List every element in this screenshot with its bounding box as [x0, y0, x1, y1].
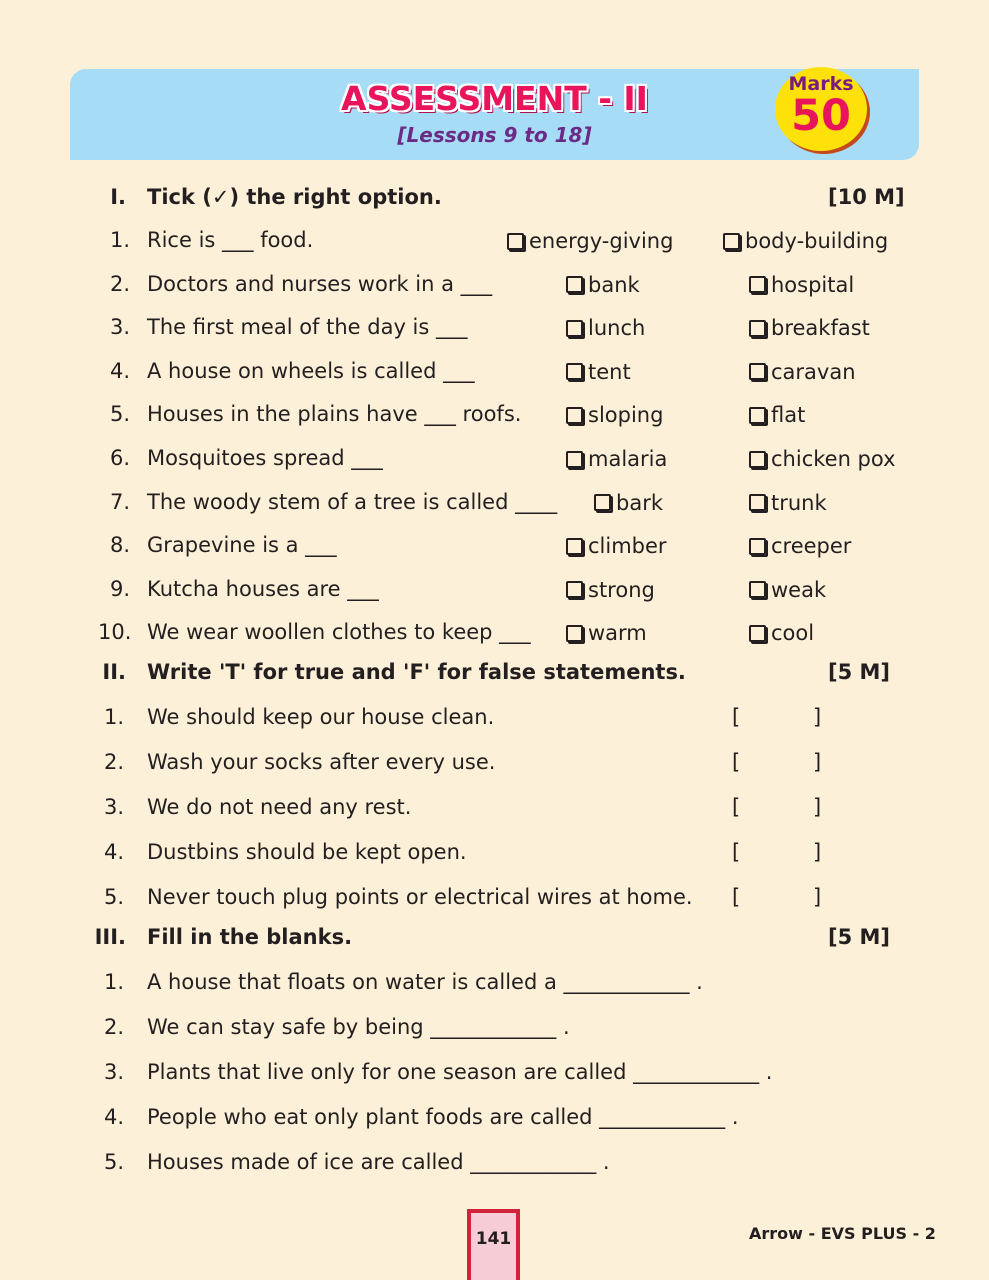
option-a[interactable] [566, 273, 640, 297]
option-label: malaria [588, 447, 668, 471]
statement-text: We do not need any rest. [147, 795, 412, 819]
page-number: 141 [475, 1229, 512, 1249]
checkbox-icon[interactable] [566, 625, 583, 642]
answer-bracket-close: ] [813, 705, 822, 729]
question-number: 4. [109, 358, 130, 383]
checkbox-icon[interactable] [749, 451, 766, 468]
option-b[interactable] [749, 534, 851, 558]
answer-bracket-open[interactable]: [ [732, 705, 741, 729]
checkbox-icon[interactable] [566, 538, 583, 555]
option-a[interactable] [594, 491, 663, 515]
option-a[interactable] [566, 578, 655, 602]
question-number: 3. [109, 315, 130, 340]
option-label: breakfast [771, 316, 870, 341]
checkbox-icon[interactable] [749, 494, 766, 511]
question-number: 4. [103, 840, 124, 864]
question-number: 2. [109, 271, 130, 296]
question-text: The first meal of the day is ___ [147, 315, 468, 340]
statement-text: Wash your socks after every use. [147, 750, 496, 774]
question-number: 5. [103, 885, 124, 909]
section-1-heading: Tick (✓) the right option. [147, 185, 442, 209]
question-text: We wear woollen clothes to keep ___ [147, 620, 531, 645]
section-3-number: III. [94, 925, 126, 949]
question-text: A house on wheels is called ___ [147, 358, 475, 383]
question-number: 3. [103, 1060, 124, 1084]
blank-question-text[interactable]: We can stay safe by being ____________ . [147, 1015, 570, 1039]
checkbox-icon[interactable] [749, 363, 766, 380]
question-number: 1. [103, 705, 124, 729]
statement-text: Never touch plug points or electrical wires at home. [147, 885, 693, 909]
question-number: 6. [109, 446, 130, 470]
option-b[interactable] [749, 360, 856, 384]
statement-text: We should keep our house clean. [147, 705, 495, 729]
answer-bracket-close: ] [813, 885, 822, 909]
answer-bracket-close: ] [813, 795, 822, 819]
option-label: climber [588, 534, 667, 559]
section-3-marks: [5 M] [828, 925, 891, 949]
question-number: 5. [109, 402, 130, 427]
option-label: creeper [771, 534, 852, 559]
question-text: Kutcha houses are ___ [147, 576, 379, 601]
blank-question-text[interactable]: Plants that live only for one season are called ____________ . [147, 1060, 773, 1084]
checkbox-icon[interactable] [566, 407, 583, 424]
checkbox-icon[interactable] [566, 363, 583, 380]
option-label: chicken pox [771, 447, 896, 471]
option-b[interactable] [749, 491, 827, 515]
option-label: weak [771, 577, 827, 602]
option-a[interactable] [566, 316, 645, 340]
option-label: tent [588, 359, 631, 384]
marks-label: Marks [788, 73, 854, 95]
answer-bracket-open[interactable]: [ [732, 795, 741, 819]
option-label: strong [588, 577, 655, 602]
option-label: bank [588, 272, 640, 297]
question-text: Rice is ___ food. [147, 228, 314, 252]
checkbox-icon[interactable] [749, 625, 766, 642]
option-b[interactable] [749, 403, 805, 427]
question-text: The woody stem of a tree is called ____ [147, 489, 558, 514]
option-a[interactable] [566, 403, 663, 427]
question-text: Grapevine is a ___ [147, 533, 337, 558]
section-2-marks: [5 M] [828, 660, 891, 684]
section-1-marks: [10 M] [828, 185, 905, 209]
question-number: 8. [109, 533, 130, 558]
question-number: 3. [103, 795, 124, 819]
question-number: 4. [103, 1105, 124, 1129]
checkbox-icon[interactable] [749, 320, 766, 337]
option-a[interactable] [566, 621, 647, 645]
option-label: lunch [588, 316, 646, 341]
checkbox-icon[interactable] [566, 320, 583, 337]
page-number-box [467, 1209, 520, 1280]
question-text: Mosquitoes spread ___ [147, 446, 383, 470]
answer-bracket-open[interactable]: [ [732, 885, 741, 909]
question-number: 2. [103, 750, 124, 774]
section-2-number: II. [102, 660, 126, 684]
option-b[interactable] [749, 273, 854, 297]
answer-bracket-close: ] [813, 750, 822, 774]
option-label: sloping [588, 403, 664, 428]
checkbox-icon[interactable] [749, 538, 766, 555]
book-title: Arrow - EVS PLUS - 2 [749, 1224, 936, 1243]
option-label: bark [616, 490, 663, 515]
checkbox-icon[interactable] [749, 581, 766, 598]
question-text: Houses in the plains have ___ roofs. [147, 402, 522, 427]
page-title: ASSESSMENT - II [341, 79, 648, 118]
checkbox-icon[interactable] [749, 276, 766, 293]
blank-question-text[interactable]: Houses made of ice are called ____________ . [147, 1150, 610, 1174]
statement-text: Dustbins should be kept open. [147, 840, 467, 864]
checkbox-icon[interactable] [566, 581, 583, 598]
question-number: 10. [98, 620, 132, 645]
question-number: 1. [109, 228, 130, 252]
option-a[interactable] [566, 534, 667, 558]
checkbox-icon[interactable] [507, 233, 524, 250]
option-b[interactable] [723, 229, 888, 253]
option-label: cool [771, 621, 815, 646]
page-subtitle: [Lessons 9 to 18] [397, 123, 592, 147]
question-number: 1. [103, 970, 124, 994]
option-b[interactable] [749, 316, 870, 340]
question-number: 7. [109, 489, 130, 514]
option-a[interactable] [566, 447, 667, 471]
blank-question-text[interactable]: A house that floats on water is called a ____________ . [147, 970, 703, 994]
option-label: trunk [771, 490, 827, 515]
section-2-heading: Write 'T' for true and 'F' for false statements. [147, 660, 686, 684]
option-label: caravan [771, 359, 856, 384]
option-a[interactable] [507, 229, 673, 253]
section-1-number: I. [110, 185, 126, 209]
answer-bracket-open[interactable]: [ [732, 750, 741, 774]
blank-question-text[interactable]: People who eat only plant foods are called ____________ . [147, 1105, 739, 1129]
option-b[interactable] [749, 447, 896, 471]
answer-bracket-open[interactable]: [ [732, 840, 741, 864]
marks-badge [775, 67, 867, 151]
checkbox-icon[interactable] [594, 494, 611, 511]
checkbox-icon[interactable] [723, 233, 740, 250]
checkbox-icon[interactable] [749, 407, 766, 424]
answer-bracket-close: ] [813, 840, 822, 864]
question-number: 2. [103, 1015, 124, 1039]
option-a[interactable] [566, 360, 631, 384]
option-label: body-building [745, 229, 889, 253]
option-label: hospital [771, 272, 855, 297]
option-b[interactable] [749, 578, 826, 602]
marks-value: 50 [791, 91, 851, 141]
option-label: flat [771, 403, 806, 428]
question-text: Doctors and nurses work in a ___ [147, 271, 493, 296]
section-3-heading: Fill in the blanks. [147, 925, 353, 949]
question-number: 9. [109, 576, 130, 601]
option-label: warm [588, 621, 647, 646]
option-b[interactable] [749, 621, 814, 645]
checkbox-icon[interactable] [566, 276, 583, 293]
checkbox-icon[interactable] [566, 451, 583, 468]
question-number: 5. [103, 1150, 124, 1174]
option-label: energy-giving [529, 229, 674, 253]
